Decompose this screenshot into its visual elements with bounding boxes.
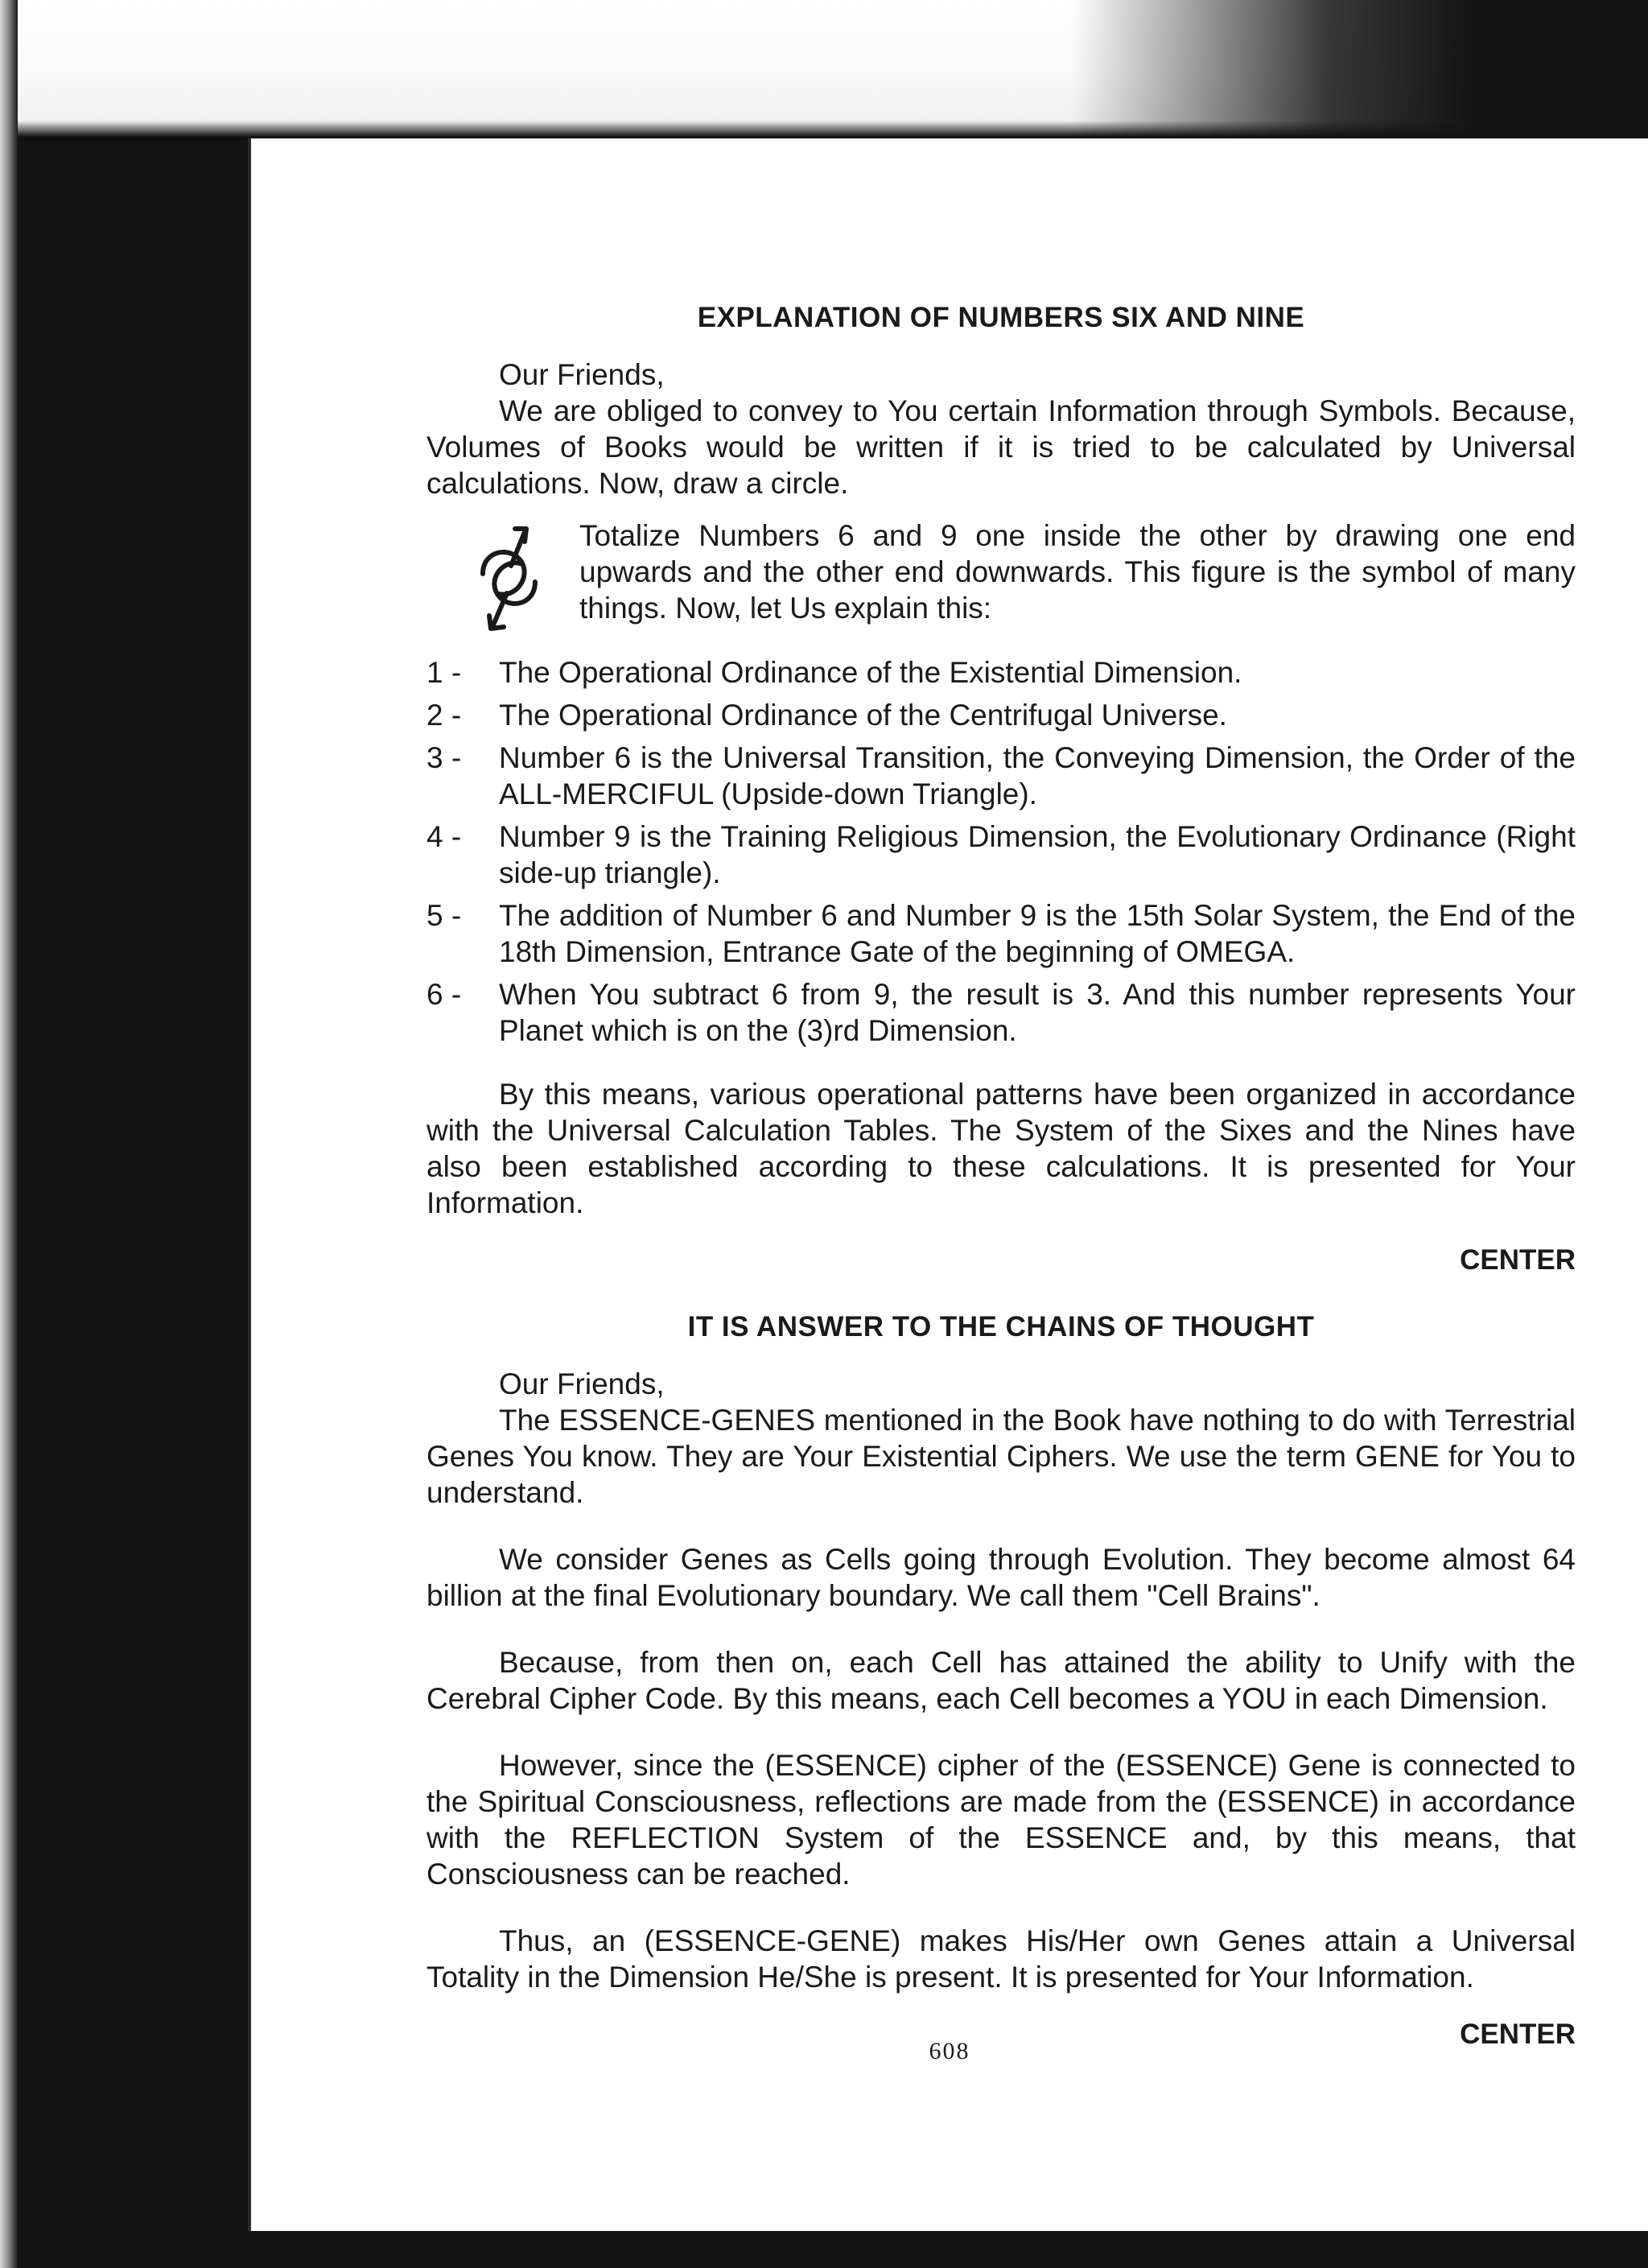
- page-content: [426, 299, 1576, 2052]
- list-text: The addition of Number 6 and Number 9 is the 15th Solar System, the End of the 18th Dimension, Entrance Gate of the beginning of OMEGA.: [499, 899, 1576, 968]
- section2-paragraph: Thus, an (ESSENCE-GENE) makes His/Her own Genes attain a Universal Totality in the Dimension He/She is present. It is presented for Your Information.: [426, 1924, 1576, 1994]
- section1-salutation: Our Friends,: [499, 358, 665, 391]
- list-item: [426, 740, 1576, 812]
- page-number: 608: [929, 2038, 970, 2064]
- list-text: When You subtract 6 from 9, the result is 3. And this number represents Your Planet which is on the (3)rd Dimension.: [499, 978, 1576, 1047]
- section2-signature: CENTER: [1460, 2019, 1576, 2050]
- symbol-row: [426, 518, 1576, 638]
- section1-intro: We are obliged to convey to You certain Information through Symbols. Because, Volumes of Books would be written if it is tried to be calculated by Universal calculations. Now, draw a circle.: [426, 394, 1576, 500]
- list-item: [426, 976, 1576, 1049]
- section2-title: IT IS ANSWER TO THE CHAINS OF THOUGHT: [687, 1311, 1315, 1342]
- list-item: [426, 697, 1576, 733]
- section1-closing: By this means, various operational patterns have been organized in accordance with the Universal Calculation Tables. The System of the Sixes and the Nines have also been established according to these calculations. It is presented for Your Information.: [426, 1078, 1576, 1219]
- list-number: 6 -: [426, 978, 462, 1011]
- list-text: Number 9 is the Training Religious Dimension, the Evolutionary Ordinance (Right side-up triangle).: [499, 820, 1576, 889]
- numbered-list: [426, 654, 1576, 1049]
- section2-salutation: Our Friends,: [499, 1367, 665, 1400]
- list-item: [426, 897, 1576, 970]
- section1-signature: CENTER: [1460, 1244, 1576, 1276]
- list-text: Number 6 is the Universal Transition, the Conveying Dimension, the Order of the ALL-MERCIFUL (Upside-down Triangle).: [499, 741, 1576, 810]
- section1-title: EXPLANATION OF NUMBERS SIX AND NINE: [697, 302, 1305, 333]
- section2-paragraph: Because, from then on, each Cell has attained the ability to Unify with the Cerebral Cipher Code. By this means, each Cell becomes a YOU in each Dimension.: [426, 1646, 1576, 1715]
- list-number: 4 -: [426, 820, 462, 853]
- scan-shadow: [1070, 0, 1648, 141]
- section2-paragraph: However, since the (ESSENCE) cipher of the (ESSENCE) Gene is connected to the Spiritual Consciousness, reflections are made from the (ESSENCE) in accordance with the REFLECTION System of the ESSENCE and, by this means, that Consciousness can be reached.: [426, 1749, 1576, 1891]
- scan-left-edge: [0, 0, 18, 2268]
- section2-paragraph: We consider Genes as Cells going through Evolution. They become almost 64 billion at the final Evolutionary boundary. We call them "Cell Brains".: [426, 1543, 1576, 1612]
- list-number: 3 -: [426, 741, 462, 774]
- book-page: [251, 138, 1648, 2231]
- section2-paragraph: The ESSENCE-GENES mentioned in the Book have nothing to do with Terrestrial Genes You know. They are Your Existential Ciphers. We use the term GENE for You to understand.: [426, 1404, 1576, 1509]
- list-item: [426, 819, 1576, 891]
- list-number: 5 -: [426, 899, 462, 932]
- six-nine-symbol-icon: [426, 518, 579, 638]
- list-number: 1 -: [426, 656, 462, 689]
- symbol-explanation: Totalize Numbers 6 and 9 one inside the other by drawing one end upwards and the other end downwards. This figure is the symbol of many things. Now, let Us explain this:: [579, 519, 1576, 625]
- list-text: The Operational Ordinance of the Existential Dimension.: [499, 656, 1242, 689]
- list-number: 2 -: [426, 699, 462, 732]
- list-text: The Operational Ordinance of the Centrifugal Universe.: [499, 699, 1227, 732]
- list-item: [426, 654, 1576, 691]
